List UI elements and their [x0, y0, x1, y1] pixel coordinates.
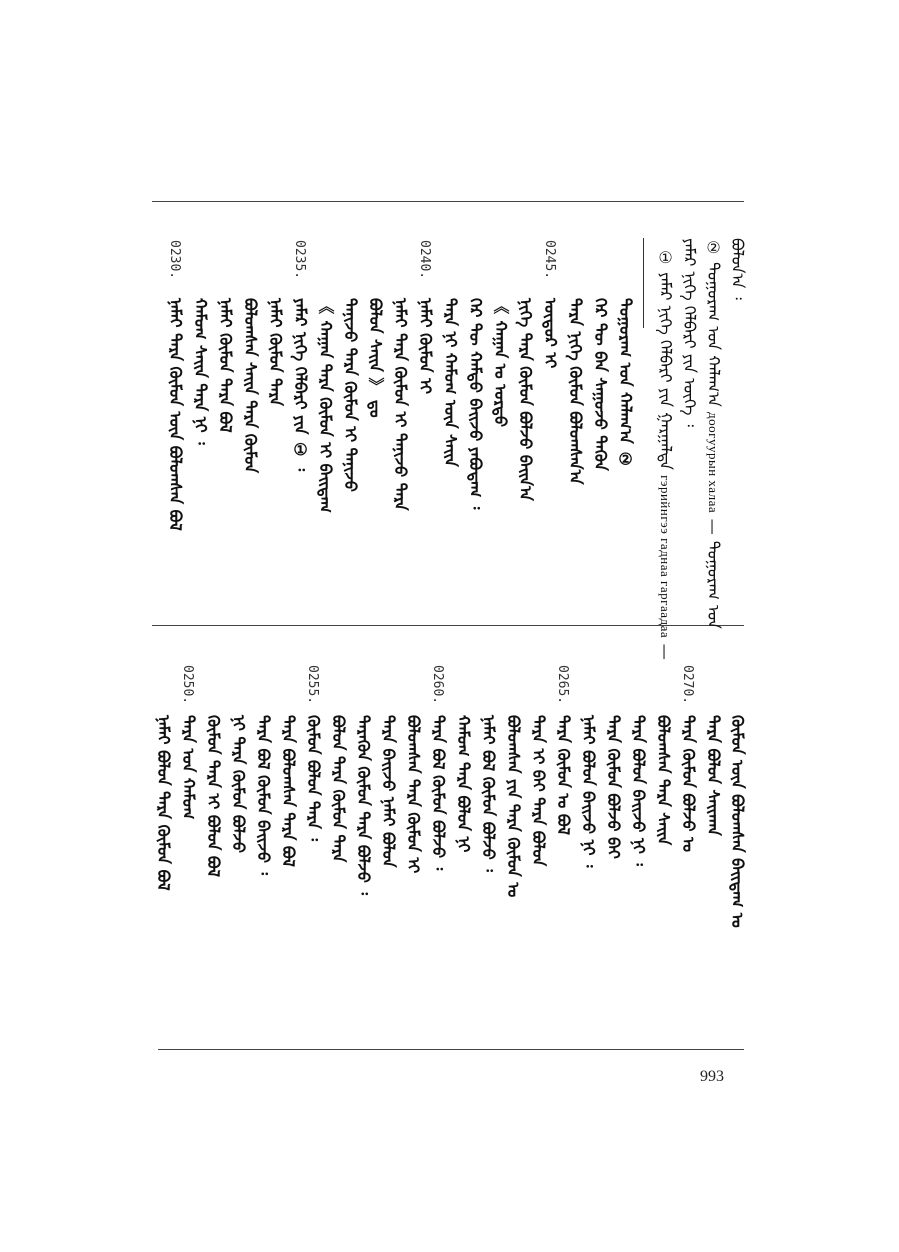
- verse-line: ᠨᠢ ᠲᠡᠷᠡ ᠬᠦᠮᠦᠨ ᠪᠣᠯᠵᠤ: [229, 715, 248, 853]
- line-number: 0255.: [305, 665, 320, 705]
- verse-line: ᠲᠡᠷᠡ ᠪᠣᠯᠤᠨ ᠪᠠᠢᠵᠤ ᠨᠢ ᠄: [629, 715, 648, 866]
- verse-line: ᠨᠠᠮᠠᠢ ᠪᠣᠯ ᠬᠦᠮᠦᠨ ᠪᠣᠯᠵᠤ ᠄: [479, 715, 498, 872]
- verse-line: ᠭᠡᠷ ᠲᠦ ᠪᠠᠨ ᠰᠠᠭᠤᠵᠤ ᠲᠡᠭᠦᠨ: [591, 298, 610, 471]
- line-number: 0245.: [542, 240, 557, 280]
- verse-line: ᠲᠡᠷᠡ ᠪᠣᠯᠤᠭᠰᠠᠨ ᠲᠡᠷᠡ ᠪᠣᠯ: [279, 715, 298, 867]
- verse-line: ᠨᠠᠮᠠᠢ ᠬᠦᠮᠦᠨ ᠢ: [416, 298, 435, 394]
- verse-line: ᠲᠡᠷᠡ ᠪᠣᠯ ᠬᠦᠮᠦᠨ ᠪᠠᠢᠵᠤ ᠄: [254, 715, 273, 875]
- footnote-tail: — ᠳᠣᠭᠣᠷᠠᠭ᠋ ᠤᠨ: [704, 518, 723, 629]
- verse-line: ᠲᠡᠷᠡ ᠪᠣᠯ ᠬᠦᠮᠦᠨ ᠪᠣᠯᠵᠤ ᠄: [429, 715, 448, 871]
- line-number: 0250.: [180, 665, 195, 705]
- footnote-cyrillic: доогуурын халаа: [706, 412, 721, 514]
- page-number: 993: [700, 1068, 724, 1085]
- verse-line: ᠬᠦᠮᠦᠨ ᠦᠨ ᠪᠣᠯᠤᠭᠰᠠᠨ ᠪᠠᠢᠳᠠᠭ ᠤ: [728, 715, 747, 928]
- verse-line: ᠳᠣᠭᠣᠷᠠᠭ᠋ ᠤᠨ ᠬᠠᠯᠠᠭ᠎ᠠ ②: [616, 298, 635, 469]
- verse-line: ᠨᠠᠮᠠᠢ ᠪᠣᠯᠤᠨ ᠲᠡᠷᠡ ᠬᠦᠮᠦᠨ ᠪᠣᠯ: [154, 715, 173, 891]
- top-rule: [152, 201, 744, 202]
- verse-line: ᠲᠡᠷᠡ ᠬᠦᠮᠦᠨ ᠪᠣᠯᠵᠤ ᠪᠠᠢ: [604, 715, 623, 859]
- verse-line: ᠲᠡᠷᠡ ᠨᠢᠭᠡ ᠬᠦᠮᠦᠨ ᠪᠣᠯᠤᠭᠰᠠᠨ᠎ᠠ: [566, 298, 585, 485]
- verse-line: ᠨᠠᠮᠠᠢ ᠪᠣᠯᠤᠨ ᠪᠠᠢᠵᠤ ᠨᠢ ᠄: [579, 715, 598, 868]
- verse-line: ᠨᠠᠮᠠᠢ ᠲᠡᠷᠡ ᠬᠦᠮᠦᠨ ᠦᠨ ᠪᠣᠯᠤᠭᠰᠠᠨ ᠪᠣᠯ: [166, 298, 185, 531]
- line-number: 0270.: [680, 665, 695, 705]
- verse-line: ᠲᠡᠷᠡ ᠬᠦᠮᠦᠨ ᠪᠣᠯᠵᠤ ᠤ: [679, 715, 698, 853]
- verse-line: ᠬᠠᠮᠤᠭ ᠰᠠᠢᠨ ᠲᠡᠷᠡ ᠨᠢ ᠄: [191, 298, 210, 445]
- verse-line: ᠪᠣᠯᠤᠨ ᠰᠠᠢᠨ 》 ᠳᠤ: [366, 298, 385, 418]
- verse-line: ᠪᠣᠯᠤᠨ ᠲᠡᠷᠡ ᠬᠦᠮᠦᠨ ᠲᠡᠷᠡ: [329, 715, 348, 863]
- verse-line: ᠨᠠᠮᠠᠢ ᠬᠦᠮᠦᠨ ᠲᠡᠷᠡ: [266, 298, 285, 406]
- verse-line: ᠦᠳᠦᠷ ᠢ: [541, 298, 560, 369]
- line-number: 0240.: [417, 240, 432, 280]
- verse-line: ᠬᠦᠮᠦᠨ ᠲᠡᠷᠡ ᠢ ᠪᠣᠯᠤᠨ ᠪᠣᠯ: [204, 715, 223, 877]
- verse-line: ᠲᠡᠷᠡ ᠢ ᠪᠠᠢ ᠲᠡᠷᠡ ᠪᠣᠯᠤᠨ: [529, 715, 548, 867]
- verse-line: 《 ᠬᠠᠭᠠᠨ ᠤ ᠣᠷᠳᠣ: [491, 298, 510, 428]
- verse-line: ᠨᠠᠮᠠᠢ ᠲᠡᠷᠡ ᠬᠦᠮᠦᠨ ᠢ ᠲᠠᠨᠢᠵᠤ ᠲᠡᠷᠡ: [391, 298, 410, 511]
- line-number: 0230.: [167, 240, 182, 280]
- verse-line: ᠬᠠᠮᠤᠭ ᠲᠡᠷᠡ ᠪᠣᠯᠤᠨ ᠨᠢ: [454, 715, 473, 853]
- footnote-line: ᠶᠠᠮᠠᠷ ᠨᠢᠭᠡ ᠬᠡᠯᠪᠡᠷᠢ ᠶᠢᠨ ᠦᠭᠡ ᠄: [680, 238, 699, 427]
- footnote-line: [703, 238, 723, 629]
- verse-line: ᠭᠡᠷ ᠲᠦ ᠬᠠᠮᠲᠤ ᠪᠠᠢᠵᠤ ᠶᠠᠪᠤᠳᠠᠭ ᠄: [466, 298, 485, 510]
- verse-line: ᠲᠡᠷᠡ ᠪᠣᠯᠤᠨ ᠰᠠᠢᠬᠠᠨ: [704, 715, 723, 836]
- verse-line: ᠶᠠᠮᠠᠷ ᠨᠢᠭᠡ ᠬᠡᠯᠪᠡᠷᠢ ᠶᠢᠨ ① ᠄: [291, 298, 310, 472]
- footnote-marker: ②: [704, 238, 723, 257]
- footnote-mongolian: ᠶᠠᠮᠠᠷ ᠨᠢᠭᠡ ᠬᠡᠯᠪᠡᠷᠢ ᠶᠢᠨ ᠭᠠᠷᠭᠠᠯᠲᠠ: [656, 272, 675, 470]
- footnote-tail: —: [656, 643, 675, 661]
- footnote-marker: ①: [656, 248, 675, 267]
- bottom-rule: [158, 1049, 744, 1050]
- footnote-line: [655, 248, 675, 660]
- verse-line: ᠨᠠᠮᠠᠢ ᠬᠦᠮᠦᠨ ᠲᠡᠷᠡ ᠪᠣᠯ: [216, 298, 235, 433]
- verse-line: ᠪᠣᠯᠤᠭᠰᠠᠨ ᠲᠡᠷᠡ ᠬᠦᠮᠦᠨ ᠢ: [404, 715, 423, 874]
- verse-line: ᠲᠡᠷᠡᠭᠦᠨ ᠬᠦᠮᠦᠨ ᠲᠡᠷᠡ ᠪᠣᠯᠵᠤ ᠄: [354, 715, 373, 895]
- verse-line: ᠲᠡᠷᠡ ᠨᠢ ᠬᠠᠮᠤᠭ ᠦᠨ ᠰᠠᠢᠨ: [441, 298, 460, 467]
- footnote-mongolian: ᠳᠣᠭᠣᠷᠠᠭ᠋ ᠤᠨ ᠬᠠᠯᠠᠭ᠎ᠠ: [704, 262, 723, 407]
- verse-line: ᠲᠡᠷᠡ ᠪᠠᠢᠵᠤ ᠨᠠᠮᠠᠢ ᠪᠣᠯᠤᠨ: [379, 715, 398, 868]
- verse-line: ᠨᠢᠭᠡ ᠲᠡᠷᠡ ᠬᠦᠮᠦᠨ ᠪᠣᠯᠵᠤ ᠪᠠᠢᠨ᠎ᠠ: [516, 298, 535, 501]
- footnote-line: ᠪᠣᠯᠤᠨ᠎ᠠ ᠄: [728, 238, 747, 300]
- verse-line: ᠪᠣᠯᠤᠭᠰᠠᠨ ᠰᠠᠢᠨ ᠲᠡᠷᠡ ᠬᠦᠮᠦᠨ: [241, 298, 260, 474]
- verse-line: ᠪᠣᠯᠤᠭᠰᠠᠨ ᠶᠢᠨ ᠲᠡᠷᠡ ᠬᠦᠮᠦᠨ ᠤ: [504, 715, 523, 898]
- verse-line: ᠲᠡᠷᠡ ᠤᠨ ᠬᠠᠮᠤᠭ: [179, 715, 198, 820]
- line-number: 0265.: [555, 665, 570, 705]
- verse-line: ᠪᠣᠯᠤᠭᠰᠠᠨ ᠲᠡᠷᠡ ᠰᠠᠢᠨ: [654, 715, 673, 846]
- verse-line: ᠲᠠᠨᠢᠵᠤ ᠲᠡᠷᠡ ᠬᠦᠮᠦᠨ ᠢ ᠲᠠᠨᠢᠵᠤ: [341, 298, 360, 492]
- line-number: 0260.: [430, 665, 445, 705]
- line-number: 0235.: [292, 240, 307, 280]
- verse-line: ᠬᠦᠮᠦᠨ ᠪᠣᠯᠤᠨ ᠲᠡᠷᠡ ᠄: [304, 715, 323, 841]
- footnote-separator: [643, 238, 644, 328]
- footnote-cyrillic: гэрийнгээ гаднаа гаргаадаа: [658, 475, 673, 639]
- verse-line: 《 ᠬᠠᠭᠠᠨ ᠲᠡᠷᠡ ᠬᠦᠮᠦᠨ ᠢ ᠪᠠᠢᠳᠠᠭ: [316, 298, 335, 513]
- verse-line: ᠲᠡᠷᠡ ᠬᠦᠮᠦᠨ ᠤ ᠪᠣᠯ: [554, 715, 573, 835]
